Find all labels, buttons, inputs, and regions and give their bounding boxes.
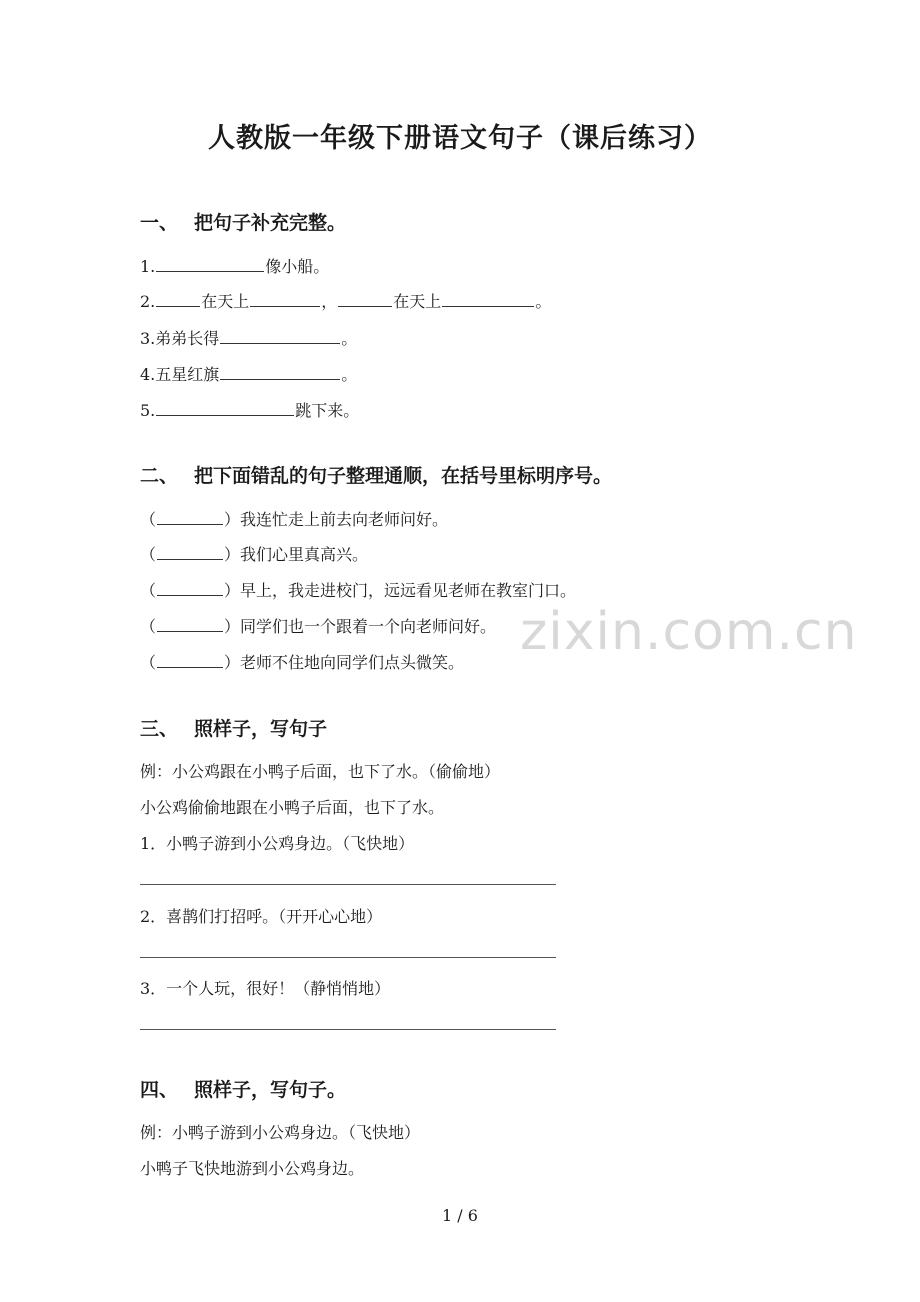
watermark: zixin.com.cn: [520, 602, 858, 662]
section-1-number: 一、: [140, 212, 179, 234]
section-2-number: 二、: [140, 465, 179, 487]
fill-blank[interactable]: [220, 363, 340, 380]
answer-line[interactable]: [140, 884, 556, 885]
s1-question-3: 3.弟弟长得 。: [140, 329, 358, 348]
fill-blank[interactable]: [338, 290, 392, 307]
section-1-heading: [140, 208, 346, 235]
order-blank[interactable]: [157, 579, 223, 596]
section-2-heading: [140, 461, 612, 488]
order-blank[interactable]: [157, 651, 223, 668]
s1-question-4: 4.五星红旗 。: [140, 365, 358, 384]
fill-blank[interactable]: [442, 290, 534, 307]
s2-item-4: （ ）同学们也一个跟着一个向老师问好。: [140, 617, 497, 636]
s1-question-1: 1. 像小船。: [140, 257, 330, 276]
order-blank[interactable]: [157, 508, 223, 525]
section-2-title: 把下面错乱的句子整理通顺，在括号里标明序号。: [194, 465, 613, 487]
s2-item-1: （ ）我连忙走上前去向老师问好。: [140, 510, 449, 529]
order-blank[interactable]: [157, 615, 223, 632]
s2-item-5: （ ）老师不住地向同学们点头微笑。: [140, 653, 465, 672]
s3-example-answer: 小公鸡偷偷地跟在小鸭子后面，也下了水。: [140, 798, 445, 817]
s4-example: 例：小鸭子游到小公鸡身边。（飞快地）: [140, 1123, 421, 1142]
fill-blank[interactable]: [156, 399, 294, 416]
section-3-number: 三、: [140, 718, 179, 740]
s2-item-2: （ ）我们心里真高兴。: [140, 545, 369, 564]
s2-item-3: （ ）早上，我走进校门，远远看见老师在教室门口。: [140, 581, 577, 600]
s1-question-5: 5. 跳下来。: [140, 401, 360, 420]
s4-example-answer: 小鸭子飞快地游到小公鸡身边。: [140, 1159, 365, 1178]
fill-blank[interactable]: [156, 290, 200, 307]
answer-line[interactable]: [140, 957, 556, 958]
s3-question-3: 3．一个人玩，很好！（静悄悄地）: [140, 979, 391, 998]
fill-blank[interactable]: [250, 290, 320, 307]
section-4-heading: [140, 1075, 346, 1102]
section-3-title: 照样子，写句子: [194, 718, 328, 740]
answer-line[interactable]: [140, 1029, 556, 1030]
fill-blank[interactable]: [156, 255, 264, 272]
section-1-title: 把句子补充完整。: [194, 212, 347, 234]
page-title: 人教版一年级下册语文句子（课后练习）: [208, 123, 712, 154]
order-blank[interactable]: [157, 543, 223, 560]
section-3-heading: [140, 714, 327, 741]
fill-blank[interactable]: [220, 327, 340, 344]
page-number: 1 / 6: [442, 1206, 478, 1225]
s1-question-2: 2. 在天上 ， 在天上 。: [140, 292, 552, 311]
s3-example: 例：小公鸡跟在小鸭子后面，也下了水。（偷偷地）: [140, 762, 501, 781]
s3-question-1: 1．小鸭子游到小公鸡身边。（飞快地）: [140, 834, 415, 853]
s3-question-2: 2．喜鹊们打招呼。（开开心心地）: [140, 907, 383, 926]
section-4-number: 四、: [140, 1079, 179, 1101]
section-4-title: 照样子，写句子。: [194, 1079, 347, 1101]
